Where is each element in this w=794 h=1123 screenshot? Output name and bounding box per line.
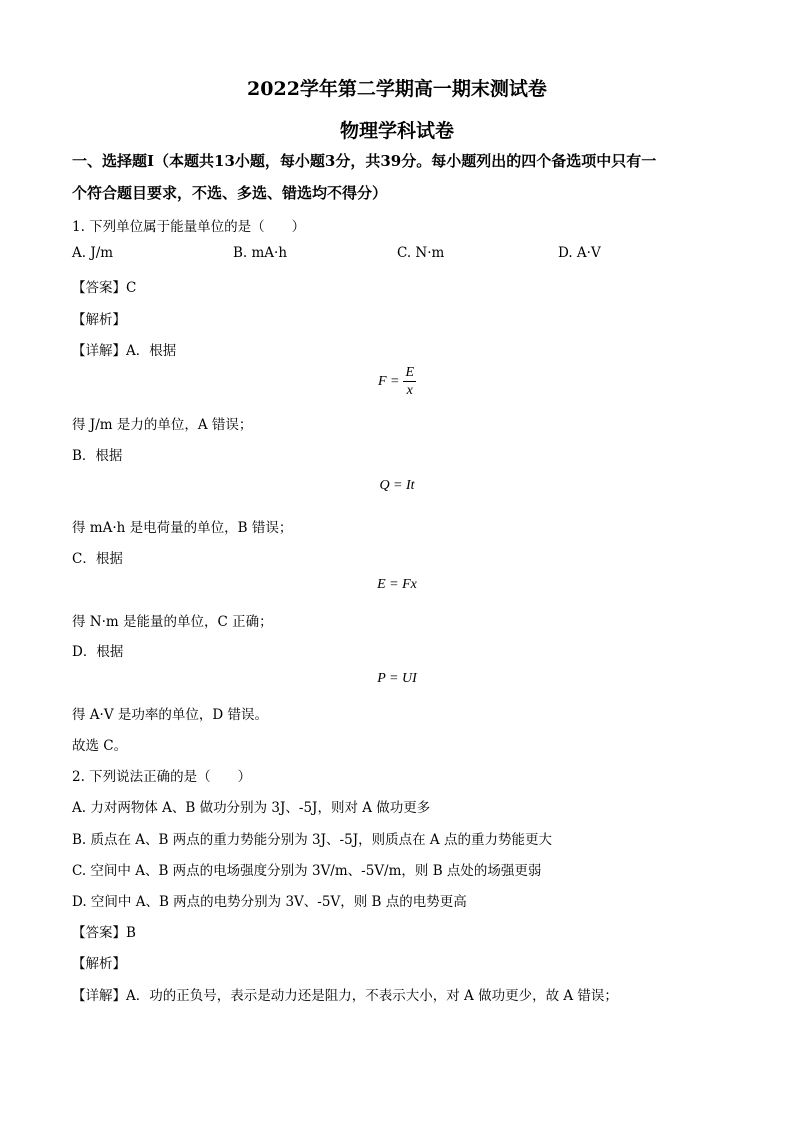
q1-option-c: C. N·m [397, 245, 445, 261]
q1-equation-b: Q = It [379, 478, 415, 493]
q1-analysis-label: 【解析】 [72, 312, 126, 328]
q1-label-b: B．根据 [72, 448, 123, 464]
q1-label-d: D．根据 [72, 644, 124, 660]
q1-label-c: C．根据 [72, 551, 123, 567]
q1-detail-a: 【详解】A．根据 [72, 343, 177, 359]
q2-detail: 【详解】A．功的正负号，表示是动力还是阻力，不表示大小，对 A 做功更少，故 A 错误； [72, 988, 618, 1004]
q2-option-a: A. 力对两物体 A、B 做功分别为 3J、-5J，则对 A 做功更多 [72, 800, 431, 816]
q1-equation-a [0, 364, 794, 399]
q1-stem: 1. 下列单位属于能量单位的是（ ） [72, 219, 306, 235]
page-subtitle: 物理学科试卷 [339, 120, 454, 142]
q1-equation-a-fraction [403, 364, 416, 399]
q1-equation-a-numerator: E [405, 365, 415, 380]
q1-result-a: 得 J/m 是力的单位，A 错误； [72, 417, 253, 433]
q1-option-a: A. J/m [72, 245, 114, 261]
q2-analysis-label: 【解析】 [72, 956, 126, 972]
page-title: 2022学年第二学期高一期末测试卷 [247, 78, 547, 100]
q2-option-d: D. 空间中 A、B 两点的电势分别为 3V、-5V，则 B 点的电势更高 [72, 894, 467, 910]
q2-option-b: B. 质点在 A、B 两点的重力势能分别为 3J、-5J，则质点在 A 点的重力势能更大 [72, 832, 552, 848]
q2-option-c: C. 空间中 A、B 两点的电场强度分别为 3V/m、-5V/m，则 B 点处的场强更弱 [72, 863, 542, 879]
q1-result-c: 得 N·m 是能量的单位，C 正确； [72, 614, 273, 630]
q1-equation-a-denominator: x [406, 383, 413, 398]
q1-result-d: 得 A·V 是功率的单位，D 错误。 [72, 707, 268, 723]
q1-equation-a-lhs: F = [377, 373, 400, 389]
q1-option-b: B. mA·h [233, 245, 288, 261]
q1-conclusion: 故选 C。 [72, 738, 128, 754]
q2-stem: 2. 下列说法正确的是（ ） [72, 769, 252, 785]
q1-answer: 【答案】C [72, 280, 137, 296]
q1-result-b: 得 mA·h 是电荷量的单位，B 错误； [72, 520, 293, 536]
q1-equation-d: P = UI [377, 671, 417, 686]
q1-option-d: D. A·V [558, 245, 601, 261]
q1-equation-c: E = Fx [377, 577, 417, 592]
section-heading-line1: 一、选择题Ⅰ（本题共13小题，每小题3分，共39分。每小题列出的四个备选项中只有一 [72, 152, 657, 170]
section-heading-line2: 个符合题目要求，不选、多选、错选均不得分） [72, 184, 388, 202]
q2-answer: 【答案】B [72, 925, 136, 941]
